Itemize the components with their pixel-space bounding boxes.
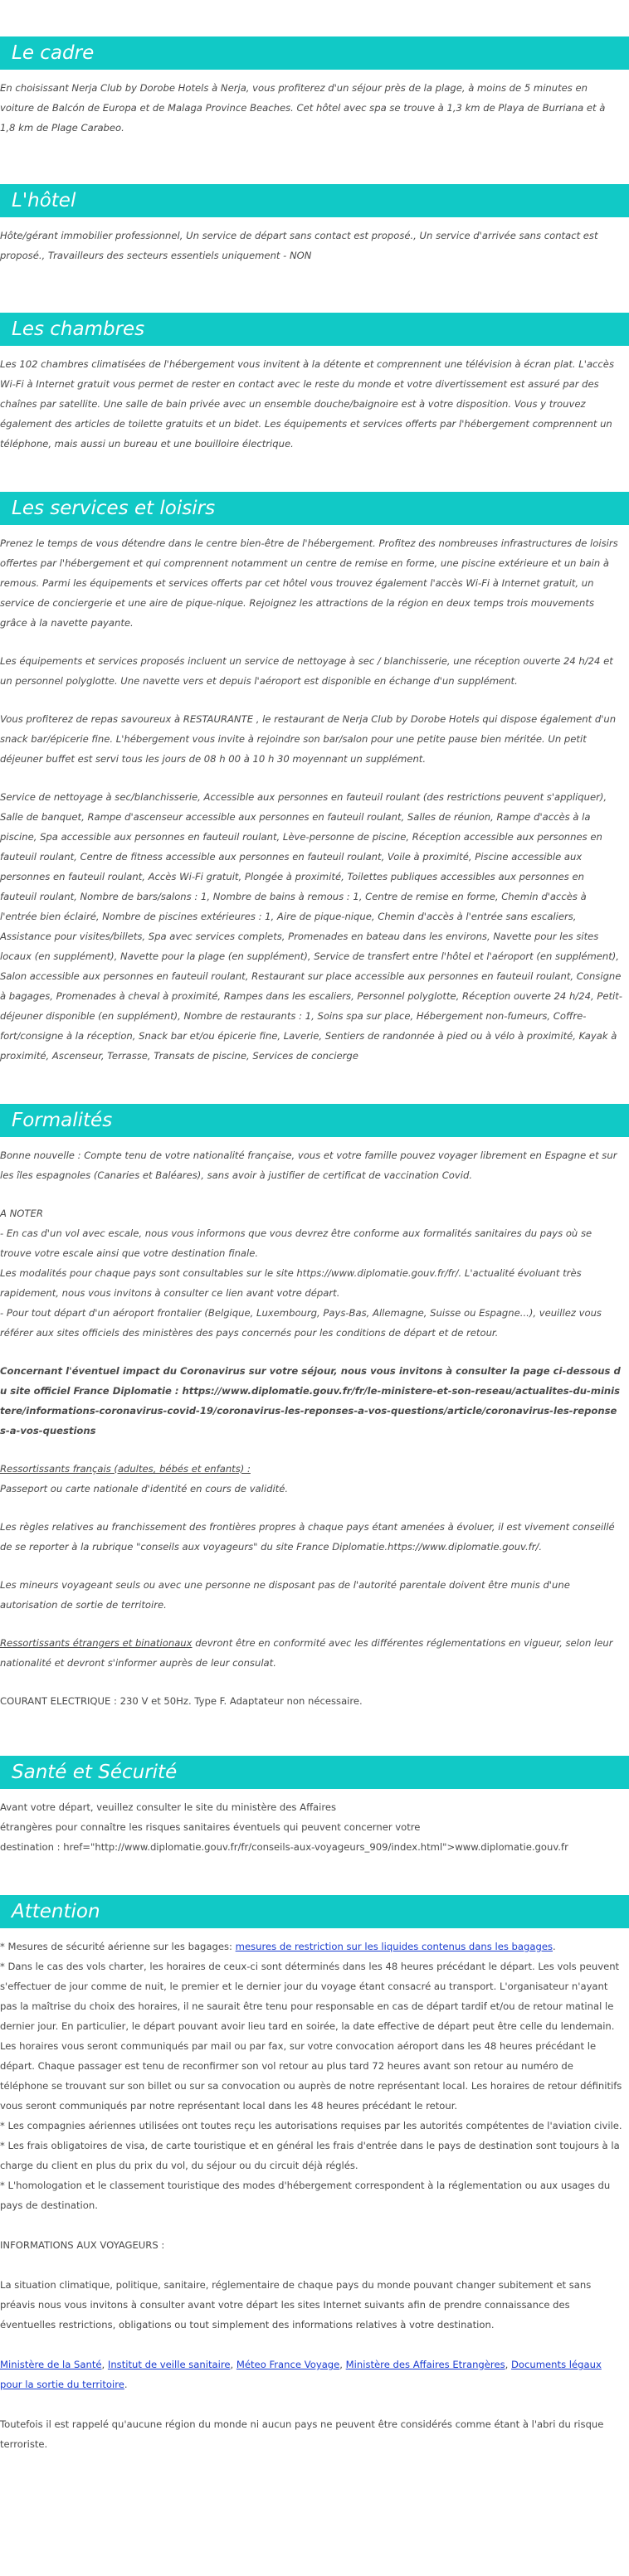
etrangers xyxy=(0,1633,622,1673)
liens-officiels: Ministère de la Santé, Institut de veille sanitaire, Méteo France Voyage, Ministère des Affaires Etrangères, Documents légaux pour la sortie du territoire. xyxy=(0,2359,602,2390)
noter-escale: - En cas d'un vol avec escale, nous vous informons que vous devrez être conforme aux formalités sanitaires du pays où se trouve votre escale ainsi que votre destination finale. xyxy=(0,1227,592,1259)
services-equipements: Les équipements et services proposés incluent un service de nettoyage à sec / blanchisserie, une réception ouverte 24 h/24 et un personnel polyglotte. Une navette vers et depuis l'aéroport est disponible en échange d'un supplément. xyxy=(0,655,613,687)
link-ministere-sante[interactable]: Ministère de la Santé xyxy=(0,2359,102,2370)
mesures-prefix: * Mesures de sécurité aérienne sur les bagages: xyxy=(0,1941,236,1952)
chambres-text: Les 102 chambres climatisées de l'hébergement vous invitent à la détente et comprennent une télévision à écran plat. L'accès Wi-Fi à Internet gratuit vous permet de rester en contact avec le reste du monde et votre divertissement est assuré par des chaînes par satellite. Une salle de bain privée avec un ensemble douche/baignoire est à votre disposition. Vous y trouvez également des articles de toilette gratuits et un bidet. Les équipements et services offerts par l'hébergement comprennent un téléphone, mais aussi un bureau et une bouilloire électrique. xyxy=(0,358,614,450)
services-restaurant: Vous profiterez de repas savoureux à RESTAURANTE , le restaurant de Nerja Club by Dorobe Hotels qui dispose également d'un snack bar/épicerie fine. L'hébergement vous invite à rejoindre son bar/salon pour une petite pause bien méritée. Un petit déjeuner buffet est servi tous les jours de 08 h 00 à 10 h 30 moyennant un supplément. xyxy=(0,713,617,765)
services-list: Service de nettoyage à sec/blanchisserie, Accessible aux personnes en fauteuil roulant (des restrictions peuvent s'appliquer), Salle de banquet, Rampe d'ascenseur accessible aux personnes en fauteuil roulant, Salles de réunion, Rampe d'accès à la piscine, Spa accessible aux personnes en fauteuil roulant, Lève-personne de piscine, Réception accessible aux personnes en fauteuil roulant, Centre de fitness accessible aux personnes en fauteuil roulant, Voile à proximité, Piscine accessible aux personnes en fauteuil roulant, Accès Wi-Fi gratuit, Plongée à proximité, Toilettes publiques accessibles aux personnes en fauteuil roulant, Nombre de bars/salons : 1, Nombre de bains à remous : 1, Centre de remise en forme, Chemin d'accès à l'entrée bien éclairé, Nombre de piscines extérieures : 1, Aire de pique-nique, Chemin d'accès à l'entrée sans escaliers, Assistance pour visites/billets, Spa avec services complets, Promenades en bateau dans les environs, Navette pour les sites locaux (en supplément), Navette pour la plage (en supplément), Service de transfert entre l'hôtel et l'aéroport (en supplément), Salon accessible aux personnes en fauteuil roulant, Restaurant sur place accessible aux personnes en fauteuil roulant, Consigne à bagages, Promenades à cheval à proximité, Rampes dans les escaliers, Personnel polyglotte, Réception ouverte 24 h/24, Petit-déjeuner disponible (en supplément), Nombre de restaurants : 1, Soins spa sur place, Hébergement non-fumeurs, Coffre-fort/consigne à la réception, Snack bar et/ou épicerie fine, Laverie, Sentiers de randonnée à pied ou à vélo à proximité, Kayak à proximité, Ascenseur, Terrasse, Transats de piscine, Services de concierge xyxy=(0,791,622,1062)
vols-charter: * Dans le cas des vols charter, les horaires de ceux-ci sont déterminés dans les 48 heures précédant le départ. Les vols peuvent s'effectuer de jour comme de nuit, le premier et le dernier jour du voyage étant consacré au transport. L'organisateur n'ayant pas la maîtrise du choix des horaires, il ne saurait être tenu pour responsable en cas de départ tardif et/ou de retour matinal le dernier jour. En particulier, le départ pouvant avoir lieu tard en soirée, la date effective de départ peut être celle du lendemain. Les horaires vous seront communiqués par mail ou par fax, sur votre convocation aéroport dans les 48 heures précédant le départ. Chaque passager est tenu de reconfirmer son vol retour au plus tard 72 heures avant son retour au numéro de téléphone se trouvant sur son billet ou sur sa convocation ou auprès de notre représentant local. Les horaires de retour définitifs vous seront communiqués par notre représentant local dans les 48 heures précédant le retour. xyxy=(0,1961,622,2112)
ressortissants-fr-title: Ressortissants français (adultes, bébés et enfants) : xyxy=(0,1463,251,1475)
link-veille-sanitaire[interactable]: Institut de veille sanitaire xyxy=(107,2359,231,2370)
etrangers-title: Ressortissants étrangers et binationaux xyxy=(0,1637,193,1649)
hotel-text: Hôte/gérant immobilier professionnel, Un service de départ sans contact est proposé., Un service d'arrivée sans contact est proposé., Travailleurs des secteurs essentiels uniquement - NON xyxy=(0,230,598,261)
section-title-chambres: Les chambres xyxy=(0,313,629,346)
noter-modalites: Les modalités pour chaque pays sont consultables sur le site https://www.diplomatie.gouv.fr/fr/. L'actualité évoluant très rapidement, nous vous invitons à consulter ce lien avant votre départ. xyxy=(0,1267,582,1299)
section-title-attention: Attention xyxy=(0,1895,629,1928)
section-services xyxy=(0,492,629,1066)
section-title-formalites: Formalités xyxy=(0,1104,629,1137)
links-suffix: . xyxy=(124,2379,128,2390)
homologation: * L'homologation et le classement touristique des modes d'hébergement correspondent à la réglementation ou aux usages du pays de destination. xyxy=(0,2180,611,2211)
sante-line-3: destination : href="http://www.diplomatie.gouv.fr/fr/conseils-aux-voyageurs_909/index.html">www.diplomatie.gouv.fr xyxy=(0,1841,568,1853)
services-intro: Prenez le temps de vous détendre dans le centre bien-être de l'hébergement. Profitez des nombreuses infrastructures de loisirs offertes par l'hébergement et qui comprennent notamment un centre de remise en forme, une piscine extérieure et un bain à remous. Parmi les équipements et services offerts par cet hôtel vous trouvez également l'accès Wi-Fi à Internet gratuit, un service de conciergerie et une aire de pique-nique. Rejoignez les attractions de la région en deux temps trois mouvements grâce à la navette payante. xyxy=(0,537,618,629)
frais-obligatoires: * Les frais obligatoires de visa, de carte touristique et en général les frais d'entrée dans le pays de destination sont toujours à la charge du client en plus du prix du vol, du séjour ou du circuit déjà réglés. xyxy=(0,2140,620,2171)
mesures-securite xyxy=(0,1937,622,1956)
noter-frontalier: - Pour tout départ d'un aéroport frontalier (Belgique, Luxembourg, Pays-Bas, Allemagne, Suisse ou Espagne...), veuillez vous référer aux sites officiels des ministères des pays concernés pour les conditions de départ et de retour. xyxy=(0,1307,602,1339)
noter-title: A NOTER xyxy=(0,1208,43,1219)
ressortissants-fr-text: Passeport ou carte nationale d'identité en cours de validité. xyxy=(0,1483,289,1495)
link-documents-legaux[interactable]: Documents légaux pour la sortie du territoire xyxy=(0,2359,602,2390)
section-title-services: Les services et loisirs xyxy=(0,492,629,525)
section-attention xyxy=(0,1895,629,2454)
compagnies-aeriennes: * Les compagnies aériennes utilisées ont toutes reçu les autorisations requises par les autorités compétentes de l'aviation civile. xyxy=(0,2120,622,2131)
mineurs-text: Les mineurs voyageant seuls ou avec une personne ne disposant pas de l'autorité parentale doivent être munis d'une autorisation de sortie de territoire. xyxy=(0,1579,570,1611)
section-chambres xyxy=(0,313,629,454)
section-title-cadre: Le cadre xyxy=(0,36,629,70)
formalites-intro: Bonne nouvelle : Compte tenu de votre nationalité française, vous et votre famille pouvez voyager librement en Espagne et sur les îles espagnoles (Canaries et Baléares), sans avoir à justifier de certificat de vaccination Covid. xyxy=(0,1149,617,1181)
regles-frontieres: Les règles relatives au franchissement des frontières propres à chaque pays étant amenées à évoluer, il est vivement conseillé de se reporter à la rubrique "conseils aux voyageurs" du site France Diplomatie.https://www.diplomatie.gouv.fr/. xyxy=(0,1521,615,1553)
mesures-liquides-link[interactable]: mesures de restriction sur les liquides contenus dans les bagages xyxy=(235,1941,553,1952)
ressortissants-fr xyxy=(0,1459,622,1499)
courant-electrique: COURANT ELECTRIQUE : 230 V et 50Hz. Type F. Adaptateur non nécessaire. xyxy=(0,1695,363,1707)
sante-line-2: étrangères pour connaître les risques sanitaires éventuels qui peuvent concerner votre xyxy=(0,1821,421,1833)
covid-notice: Concernant l'éventuel impact du Coronavirus sur votre séjour, nous vous invitons à consulter la page ci-dessous du site officiel France Diplomatie : https://www.diplomatie.gouv.fr/fr/le-ministere-et-son-reseau/actualites-du-ministere/informations-coronavirus-covid-19/coronavirus-les-reponses-a-vos-questions/article/coronavirus-les-reponses-a-vos-questions xyxy=(0,1365,621,1436)
mesures-suffix: . xyxy=(553,1941,556,1952)
risque-terroriste: Toutefois il est rappelé qu'aucune région du monde ni aucun pays ne peuvent être considérés comme étant à l'abri du risque terroriste. xyxy=(0,2418,604,2450)
section-title-hotel: L'hôtel xyxy=(0,184,629,217)
link-meteo-france[interactable]: Méteo France Voyage xyxy=(236,2359,340,2370)
section-sante xyxy=(0,1756,629,1857)
formalites-noter xyxy=(0,1203,622,1343)
section-title-sante: Santé et Sécurité xyxy=(0,1756,629,1789)
infos-voyageurs-title: INFORMATIONS AUX VOYAGEURS : xyxy=(0,2239,165,2251)
section-cadre xyxy=(0,36,629,138)
cadre-text: En choisissant Nerja Club by Dorobe Hotels à Nerja, vous profiterez d'un séjour près de la plage, à moins de 5 minutes en voiture de Balcón de Europa et de Malaga Province Beaches. Cet hôtel avec spa se trouve à 1,3 km de Playa de Burriana et à 1,8 km de Plage Carabeo. xyxy=(0,82,606,134)
section-hotel xyxy=(0,184,629,265)
section-formalites xyxy=(0,1104,629,1711)
sante-line-1: Avant votre départ, veuillez consulter le site du ministère des Affaires xyxy=(0,1801,337,1813)
link-affaires-etrangeres[interactable]: Ministère des Affaires Etrangères xyxy=(345,2359,505,2370)
situation-text: La situation climatique, politique, sanitaire, réglementaire de chaque pays du monde pouvant changer subitement et sans préavis nous vous invitons à consulter avant votre départ les sites Internet suivants afin de prendre connaissance des éventuelles restrictions, obligations ou tout simplement des informations relatives à votre destination. xyxy=(0,2279,592,2331)
etrangers-text: devront être en conformité avec les différentes réglementations en vigueur, selon leur nationalité et devront s'informer auprès de leur consulat. xyxy=(0,1637,613,1669)
